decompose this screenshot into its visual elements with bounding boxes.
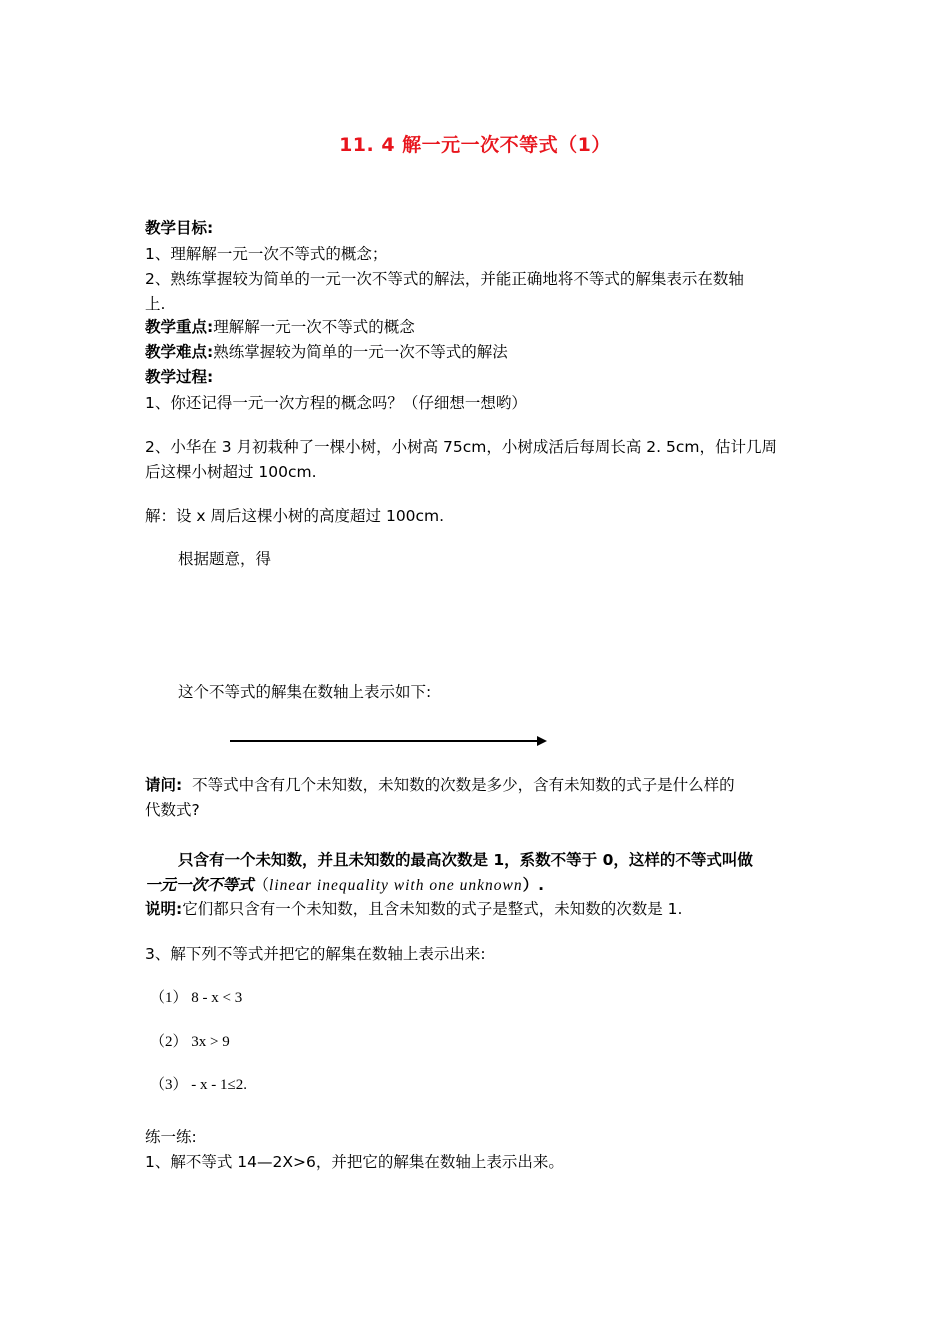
objective-item-1: 1、理解解一元一次不等式的概念； — [145, 245, 388, 263]
exercise-3-heading: 3、解下列不等式并把它的解集在数轴上表示出来: — [145, 945, 486, 963]
definition-line-2 — [145, 874, 544, 897]
difficult-point-text: 熟练掌握较为简单的一元一次不等式的解法 — [213, 343, 508, 361]
difficult-point — [145, 341, 508, 363]
number-line-axis — [230, 740, 538, 742]
process-heading: 教学过程: — [145, 368, 214, 386]
key-point — [145, 316, 415, 338]
exercise-3-problem-3: （3） - x - 1≤2. — [150, 1077, 247, 1093]
solution-line: 解：设 x 周后这棵小树的高度超过 100cm. — [145, 507, 445, 525]
difficult-point-label: 教学难点: — [145, 343, 214, 361]
question-line-1 — [145, 774, 735, 796]
definition-line-1: 只含有一个未知数，并且未知数的最高次数是 1，系数不等于 0，这样的不等式叫做 — [178, 851, 753, 869]
objectives-heading: 教学目标: — [145, 219, 214, 237]
question-text: 不等式中含有几个未知数，未知数的次数是多少，含有未知数的式子是什么样的 — [192, 776, 735, 794]
page-title: 11. 4 解一元一次不等式（1） — [339, 134, 611, 156]
definition-english: linear inequality with one unknown — [269, 877, 523, 894]
process-question-2-line-1: 2、小华在 3 月初栽种了一棵小树，小树高 75cm，小树成活后每周长高 2. 5cm，估计几周 — [145, 438, 777, 456]
number-line-arrow-icon — [537, 736, 547, 746]
key-point-label: 教学重点: — [145, 318, 214, 336]
question-line-2: 代数式? — [145, 801, 200, 819]
objective-item-2-line-2: 上. — [145, 295, 166, 313]
exercise-3-problem-2: （2） 3x > 9 — [150, 1034, 230, 1050]
number-line-caption: 这个不等式的解集在数轴上表示如下: — [178, 683, 432, 701]
objective-item-2-line-1: 2、熟练掌握较为简单的一元一次不等式的解法，并能正确地将不等式的解集表示在数轴 — [145, 270, 744, 288]
note-label: 说明: — [145, 900, 183, 918]
according-line: 根据题意，得 — [178, 550, 272, 568]
practice-item-1: 1、解不等式 14—2X>6，并把它的解集在数轴上表示出来。 — [145, 1153, 564, 1171]
definition-paren-close: ）. — [522, 876, 544, 894]
definition-term: 一元一次不等式 — [145, 876, 254, 894]
exercise-3-problem-1: （1） 8 - x < 3 — [150, 990, 243, 1006]
practice-heading: 练一练: — [145, 1128, 197, 1146]
process-question-2-line-2: 后这棵小树超过 100cm. — [145, 463, 317, 481]
note-line — [145, 898, 682, 920]
definition-paren-open: （ — [253, 876, 270, 894]
note-text: 它们都只含有一个未知数，且含未知数的式子是整式，未知数的次数是 1. — [182, 900, 683, 918]
question-label: 请问: — [145, 776, 183, 794]
process-question-1: 1、你还记得一元一次方程的概念吗？（仔细想一想哟） — [145, 394, 527, 412]
key-point-text: 理解解一元一次不等式的概念 — [213, 318, 415, 336]
